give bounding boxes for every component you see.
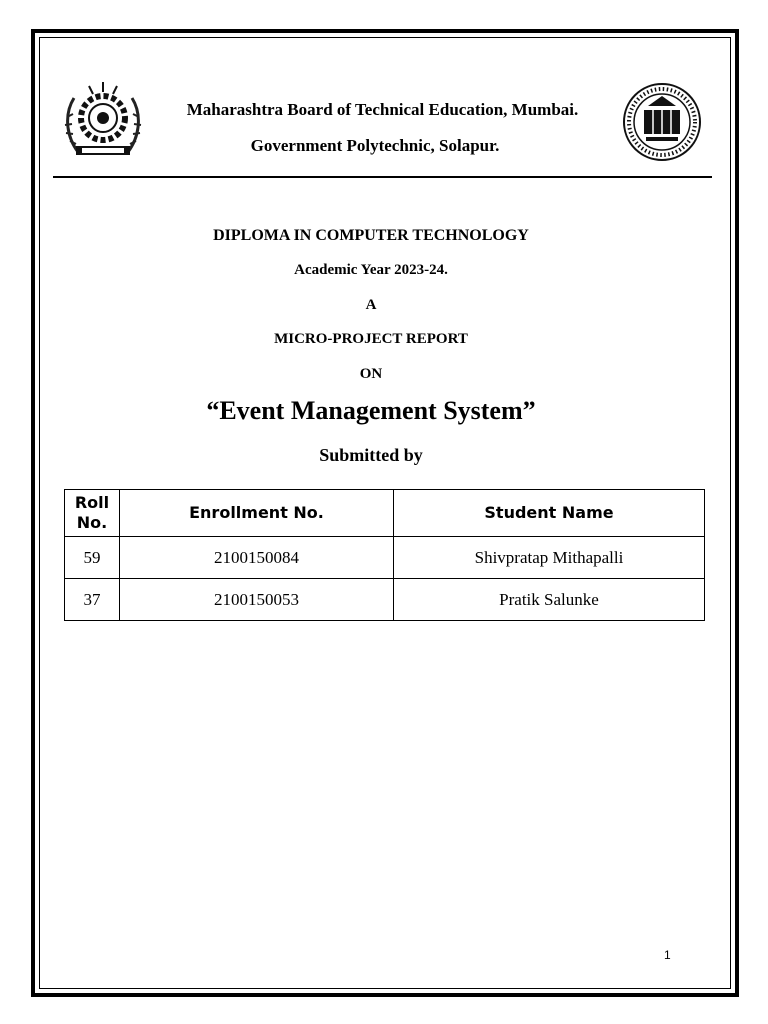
enrollment-no-cell: 2100150084 xyxy=(120,537,394,579)
table-row xyxy=(65,579,705,621)
on-label: ON xyxy=(359,366,383,382)
student-name-cell: Shivpratap Mithapalli xyxy=(394,537,705,579)
table-row xyxy=(65,537,705,579)
msbte-gear-logo-icon xyxy=(58,74,148,162)
report-type: MICRO-PROJECT REPORT xyxy=(274,331,468,347)
state-board-seal-icon xyxy=(618,82,706,162)
institute-name: Government Polytechnic, Solapur. xyxy=(250,136,500,155)
students-table xyxy=(64,489,705,621)
header-roll-no: Roll No. xyxy=(65,490,120,537)
roll-no-cell: 37 xyxy=(65,579,120,621)
roll-no-cell: 59 xyxy=(65,537,120,579)
article-a: A xyxy=(365,297,377,313)
table-header-row xyxy=(65,490,705,537)
student-name-cell: Pratik Salunke xyxy=(394,579,705,621)
enrollment-no-cell: 2100150053 xyxy=(120,579,394,621)
project-title: “Event Management System” xyxy=(206,396,536,425)
academic-year: Academic Year 2023-24. xyxy=(294,262,448,278)
diploma-heading: DIPLOMA IN COMPUTER TECHNOLOGY xyxy=(213,227,529,244)
board-name: Maharashtra Board of Technical Education, Mumbai. xyxy=(186,100,579,119)
submitted-by-label: Submitted by xyxy=(319,445,423,465)
header-student-name: Student Name xyxy=(394,490,705,537)
header-divider xyxy=(53,176,712,178)
header-enrollment-no: Enrollment No. xyxy=(120,490,394,537)
page-number: 1 xyxy=(664,948,671,962)
